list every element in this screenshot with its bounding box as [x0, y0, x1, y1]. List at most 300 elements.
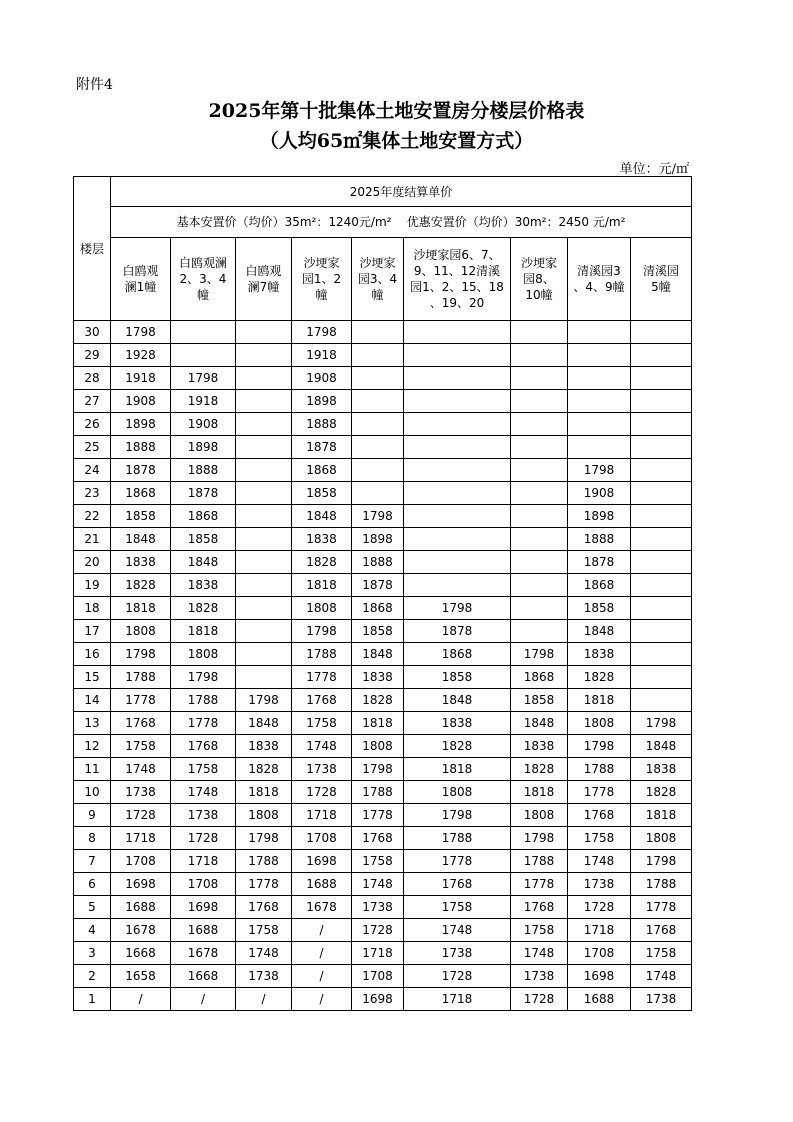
table-row — [74, 574, 692, 597]
price-cell: 1768 — [631, 919, 692, 942]
price-cell: 1848 — [631, 735, 692, 758]
price-cell — [352, 390, 404, 413]
price-cell: 1808 — [292, 597, 352, 620]
price-cell: 1718 — [568, 919, 631, 942]
price-cell — [404, 344, 511, 367]
preferential-price-header: 优惠安置价（均价）30m²：2450 元/m² — [406, 215, 626, 229]
price-cell: 1898 — [171, 436, 236, 459]
price-cell — [631, 505, 692, 528]
price-cell: 1838 — [292, 528, 352, 551]
price-cell: 1738 — [404, 942, 511, 965]
floor-cell: 23 — [74, 482, 111, 505]
price-cell — [236, 505, 292, 528]
price-cell: 1768 — [171, 735, 236, 758]
price-cell: 1908 — [111, 390, 171, 413]
price-cell — [511, 321, 568, 344]
price-cell: 1868 — [404, 643, 511, 666]
floor-cell: 2 — [74, 965, 111, 988]
table-row — [74, 413, 692, 436]
price-cell: 1708 — [292, 827, 352, 850]
price-cell — [511, 344, 568, 367]
table-row — [74, 804, 692, 827]
price-cell — [404, 551, 511, 574]
price-cell: 1878 — [568, 551, 631, 574]
price-cell — [568, 344, 631, 367]
table-row — [74, 666, 692, 689]
price-cell — [352, 321, 404, 344]
price-cell — [236, 436, 292, 459]
price-cell — [352, 459, 404, 482]
table-row — [74, 390, 692, 413]
price-cell — [631, 528, 692, 551]
price-cell: 1698 — [292, 850, 352, 873]
price-cell: 1798 — [631, 850, 692, 873]
price-cell — [631, 643, 692, 666]
price-cell: 1848 — [111, 528, 171, 551]
price-cell: 1708 — [568, 942, 631, 965]
price-cell: 1868 — [171, 505, 236, 528]
price-cell — [568, 367, 631, 390]
price-cell — [236, 597, 292, 620]
price-cell: 1718 — [111, 827, 171, 850]
price-cell: 1828 — [352, 689, 404, 712]
price-cell — [511, 390, 568, 413]
floor-cell: 14 — [74, 689, 111, 712]
price-cell — [404, 459, 511, 482]
price-cell: 1898 — [568, 505, 631, 528]
price-cell: 1798 — [292, 620, 352, 643]
table-row — [74, 459, 692, 482]
price-cell: 1788 — [404, 827, 511, 850]
price-cell — [352, 344, 404, 367]
price-cell: 1748 — [511, 942, 568, 965]
price-cell: 1738 — [171, 804, 236, 827]
price-cell — [511, 436, 568, 459]
table-row — [74, 712, 692, 735]
column-header — [568, 238, 631, 321]
price-cell: 1828 — [511, 758, 568, 781]
price-cell — [236, 551, 292, 574]
table-row — [74, 942, 692, 965]
floor-cell: 19 — [74, 574, 111, 597]
price-cell — [236, 390, 292, 413]
price-cell — [631, 436, 692, 459]
floor-cell: 1 — [74, 988, 111, 1011]
price-cell: 1818 — [236, 781, 292, 804]
price-cell — [511, 505, 568, 528]
price-cell — [631, 620, 692, 643]
column-header-label: 白鸥观澜 2、3、4 幢 — [178, 256, 227, 302]
price-cell: 1758 — [352, 850, 404, 873]
price-cell — [404, 436, 511, 459]
column-header-label: 清溪园3 、4、9幢 — [573, 264, 625, 294]
price-cell: 1708 — [171, 873, 236, 896]
price-cell: 1798 — [111, 643, 171, 666]
price-cell: 1758 — [511, 919, 568, 942]
price-cell: 1718 — [352, 942, 404, 965]
price-cell: 1858 — [511, 689, 568, 712]
table-row — [74, 988, 692, 1011]
price-cell: 1758 — [631, 942, 692, 965]
price-cell: 1788 — [111, 666, 171, 689]
price-cell: / — [236, 988, 292, 1011]
price-cell: 1908 — [292, 367, 352, 390]
price-cell: 1848 — [404, 689, 511, 712]
price-cell — [631, 551, 692, 574]
price-cell: 1798 — [631, 712, 692, 735]
price-cell — [352, 367, 404, 390]
price-cell: 1848 — [292, 505, 352, 528]
price-cell: 1768 — [292, 689, 352, 712]
price-cell: 1778 — [171, 712, 236, 735]
price-cell: 1798 — [111, 321, 171, 344]
floor-cell: 20 — [74, 551, 111, 574]
price-cell: / — [292, 965, 352, 988]
price-cell: 1678 — [171, 942, 236, 965]
floor-cell: 26 — [74, 413, 111, 436]
price-cell: 1748 — [568, 850, 631, 873]
floor-cell: 15 — [74, 666, 111, 689]
price-cell: / — [171, 988, 236, 1011]
price-cell: 1768 — [236, 896, 292, 919]
price-cell: 1748 — [352, 873, 404, 896]
price-cell: 1868 — [352, 597, 404, 620]
price-cell: 1738 — [292, 758, 352, 781]
price-cell: 1828 — [404, 735, 511, 758]
price-cell: 1888 — [292, 413, 352, 436]
price-cell: 1898 — [352, 528, 404, 551]
floor-cell: 29 — [74, 344, 111, 367]
price-cell: 1808 — [568, 712, 631, 735]
price-cell: 1868 — [292, 459, 352, 482]
price-cell: 1668 — [111, 942, 171, 965]
price-cell — [511, 367, 568, 390]
price-cell: 1688 — [568, 988, 631, 1011]
price-cell — [404, 528, 511, 551]
price-cell — [236, 643, 292, 666]
price-cell: 1728 — [352, 919, 404, 942]
price-cell: 1798 — [404, 804, 511, 827]
price-cell — [631, 666, 692, 689]
table-row — [74, 781, 692, 804]
price-cell — [171, 321, 236, 344]
price-cell: 1788 — [171, 689, 236, 712]
price-cell: 1688 — [171, 919, 236, 942]
floor-cell: 3 — [74, 942, 111, 965]
price-cell: 1808 — [352, 735, 404, 758]
page-title: 2025年第十批集体土地安置房分楼层价格表 — [208, 100, 585, 122]
price-cell: 1778 — [236, 873, 292, 896]
price-cell: 1908 — [568, 482, 631, 505]
price-cell: 1808 — [631, 827, 692, 850]
floor-cell: 8 — [74, 827, 111, 850]
basic-price-header: 基本安置价（均价）35m²：1240元/m² — [176, 215, 392, 229]
price-cell: 1798 — [171, 367, 236, 390]
price-cell — [404, 413, 511, 436]
price-cell — [236, 482, 292, 505]
price-cell: 1898 — [111, 413, 171, 436]
price-cell — [236, 413, 292, 436]
column-header — [631, 238, 692, 321]
price-cell: 1828 — [111, 574, 171, 597]
price-cell — [568, 436, 631, 459]
price-cell — [511, 482, 568, 505]
price-cell: 1728 — [404, 965, 511, 988]
price-cell: 1838 — [511, 735, 568, 758]
column-header — [171, 238, 236, 321]
table-row — [74, 896, 692, 919]
floor-cell: 25 — [74, 436, 111, 459]
table-row — [74, 689, 692, 712]
price-cell: / — [292, 988, 352, 1011]
floor-cell: 30 — [74, 321, 111, 344]
price-cell: 1838 — [352, 666, 404, 689]
price-cell: 1798 — [511, 827, 568, 850]
table-row — [74, 919, 692, 942]
price-cell — [631, 689, 692, 712]
price-cell: 1778 — [511, 873, 568, 896]
table-row — [74, 482, 692, 505]
price-cell: 1828 — [236, 758, 292, 781]
price-cell: 1788 — [568, 758, 631, 781]
floor-cell: 5 — [74, 896, 111, 919]
price-cell: 1838 — [111, 551, 171, 574]
price-cell — [511, 620, 568, 643]
price-cell — [404, 321, 511, 344]
price-cell: 1848 — [568, 620, 631, 643]
price-cell: 1738 — [111, 781, 171, 804]
price-cell: 1878 — [292, 436, 352, 459]
price-cell: 1818 — [171, 620, 236, 643]
price-cell: 1798 — [568, 735, 631, 758]
floor-cell: 16 — [74, 643, 111, 666]
price-cell: 1878 — [171, 482, 236, 505]
basic-preferential-header — [111, 207, 692, 238]
table-row — [74, 528, 692, 551]
table-row — [74, 367, 692, 390]
price-cell: 1708 — [111, 850, 171, 873]
price-cell: 1918 — [292, 344, 352, 367]
price-cell: 1758 — [171, 758, 236, 781]
price-cell: 1798 — [236, 827, 292, 850]
price-cell: 1698 — [352, 988, 404, 1011]
column-header — [292, 238, 352, 321]
floor-cell: 24 — [74, 459, 111, 482]
price-cell: 1748 — [292, 735, 352, 758]
price-cell — [511, 459, 568, 482]
price-cell: 1858 — [404, 666, 511, 689]
price-cell — [511, 551, 568, 574]
price-cell: 1758 — [404, 896, 511, 919]
price-cell: 1768 — [404, 873, 511, 896]
price-cell: 1798 — [292, 321, 352, 344]
price-cell — [236, 574, 292, 597]
price-cell: 1808 — [404, 781, 511, 804]
price-cell: 1758 — [568, 827, 631, 850]
price-cell: 1858 — [568, 597, 631, 620]
price-cell: 1728 — [511, 988, 568, 1011]
price-cell: 1888 — [111, 436, 171, 459]
table-row — [74, 850, 692, 873]
column-header — [352, 238, 404, 321]
price-cell: 1668 — [171, 965, 236, 988]
price-cell — [631, 597, 692, 620]
price-cell — [236, 528, 292, 551]
unit-label: 单位：元/㎡ — [619, 162, 689, 177]
price-cell — [631, 459, 692, 482]
price-cell — [631, 482, 692, 505]
price-cell: 1768 — [111, 712, 171, 735]
price-cell: 1748 — [111, 758, 171, 781]
price-table-body — [74, 177, 692, 1011]
column-header-label: 清溪园 5幢 — [642, 264, 679, 294]
price-cell: 1658 — [111, 965, 171, 988]
column-header-label: 沙埂家 园8、 10幢 — [520, 256, 557, 302]
price-cell: 1738 — [568, 873, 631, 896]
price-cell — [404, 574, 511, 597]
price-cell — [631, 344, 692, 367]
price-cell: 1848 — [352, 643, 404, 666]
price-cell: 1678 — [292, 896, 352, 919]
table-row — [74, 597, 692, 620]
annex-label: 附件4 — [76, 77, 113, 93]
price-cell: 1868 — [568, 574, 631, 597]
table-row — [74, 827, 692, 850]
price-cell: 1778 — [404, 850, 511, 873]
price-cell: 1758 — [111, 735, 171, 758]
price-cell — [568, 390, 631, 413]
price-cell: 1718 — [171, 850, 236, 873]
price-cell: 1898 — [292, 390, 352, 413]
price-cell: 1788 — [352, 781, 404, 804]
table-row — [74, 758, 692, 781]
floor-cell: 10 — [74, 781, 111, 804]
price-cell — [236, 459, 292, 482]
price-cell: 1818 — [352, 712, 404, 735]
price-cell: 1798 — [171, 666, 236, 689]
table-row — [74, 436, 692, 459]
price-cell — [631, 574, 692, 597]
price-cell: 1888 — [171, 459, 236, 482]
price-cell: 1778 — [631, 896, 692, 919]
price-cell: 1778 — [352, 804, 404, 827]
price-cell: 1818 — [404, 758, 511, 781]
floor-cell: 17 — [74, 620, 111, 643]
price-cell: 1838 — [404, 712, 511, 735]
price-cell: 1718 — [404, 988, 511, 1011]
price-cell: 1828 — [568, 666, 631, 689]
price-cell: 1688 — [292, 873, 352, 896]
floor-header: 楼层 — [74, 177, 111, 321]
floor-cell: 22 — [74, 505, 111, 528]
price-cell: 1838 — [171, 574, 236, 597]
price-cell: / — [292, 942, 352, 965]
price-cell: 1798 — [236, 689, 292, 712]
price-cell: 1738 — [511, 965, 568, 988]
price-cell: 1768 — [568, 804, 631, 827]
price-cell — [236, 367, 292, 390]
price-cell: 1758 — [292, 712, 352, 735]
price-cell — [236, 620, 292, 643]
floor-cell: 21 — [74, 528, 111, 551]
price-cell: 1838 — [568, 643, 631, 666]
table-row — [74, 321, 692, 344]
price-cell: 1878 — [111, 459, 171, 482]
price-cell: 1858 — [171, 528, 236, 551]
column-header-label: 沙埂家 园3、4 幢 — [357, 256, 398, 302]
floor-cell: 12 — [74, 735, 111, 758]
price-cell: 1848 — [171, 551, 236, 574]
price-cell — [511, 574, 568, 597]
price-cell: 1878 — [352, 574, 404, 597]
price-cell: 1768 — [352, 827, 404, 850]
price-cell: 1848 — [236, 712, 292, 735]
price-cell: 1718 — [292, 804, 352, 827]
table-row — [74, 643, 692, 666]
price-cell: 1918 — [111, 367, 171, 390]
price-cell: 1818 — [111, 597, 171, 620]
price-cell: 1788 — [511, 850, 568, 873]
floor-cell: 28 — [74, 367, 111, 390]
price-cell: 1838 — [236, 735, 292, 758]
price-cell: 1808 — [171, 643, 236, 666]
price-cell: 1788 — [292, 643, 352, 666]
price-cell: 1848 — [511, 712, 568, 735]
price-cell: 1748 — [236, 942, 292, 965]
price-cell: 1928 — [111, 344, 171, 367]
column-header — [111, 238, 171, 321]
table-row — [74, 551, 692, 574]
floor-cell: 7 — [74, 850, 111, 873]
price-cell: 1808 — [111, 620, 171, 643]
price-cell: 1698 — [111, 873, 171, 896]
price-cell: 1748 — [404, 919, 511, 942]
price-cell: 1828 — [631, 781, 692, 804]
price-cell: 1688 — [111, 896, 171, 919]
price-cell: 1918 — [171, 390, 236, 413]
price-cell: 1838 — [631, 758, 692, 781]
price-cell: 1678 — [111, 919, 171, 942]
price-cell — [404, 482, 511, 505]
price-cell: 1788 — [631, 873, 692, 896]
table-row — [74, 505, 692, 528]
price-cell: 1738 — [236, 965, 292, 988]
price-cell: 1778 — [568, 781, 631, 804]
price-cell: / — [292, 919, 352, 942]
price-cell: 1758 — [236, 919, 292, 942]
table-row — [74, 735, 692, 758]
price-cell: 1798 — [568, 459, 631, 482]
price-cell — [352, 413, 404, 436]
floor-cell: 11 — [74, 758, 111, 781]
price-cell: 1858 — [111, 505, 171, 528]
settlement-price-header: 2025年度结算单价 — [111, 177, 692, 207]
price-cell: 1808 — [511, 804, 568, 827]
floor-cell: 9 — [74, 804, 111, 827]
price-cell: 1728 — [568, 896, 631, 919]
price-cell: 1828 — [171, 597, 236, 620]
floor-cell: 13 — [74, 712, 111, 735]
column-header — [511, 238, 568, 321]
column-header — [404, 238, 511, 321]
price-cell — [511, 528, 568, 551]
price-cell: 1818 — [631, 804, 692, 827]
column-header — [236, 238, 292, 321]
column-header-label: 沙埂家园6、7、 9、11、12清溪 园1、2、15、18 、19、20 — [410, 248, 504, 310]
table-row — [74, 873, 692, 896]
price-cell: 1748 — [171, 781, 236, 804]
price-cell: 1798 — [511, 643, 568, 666]
